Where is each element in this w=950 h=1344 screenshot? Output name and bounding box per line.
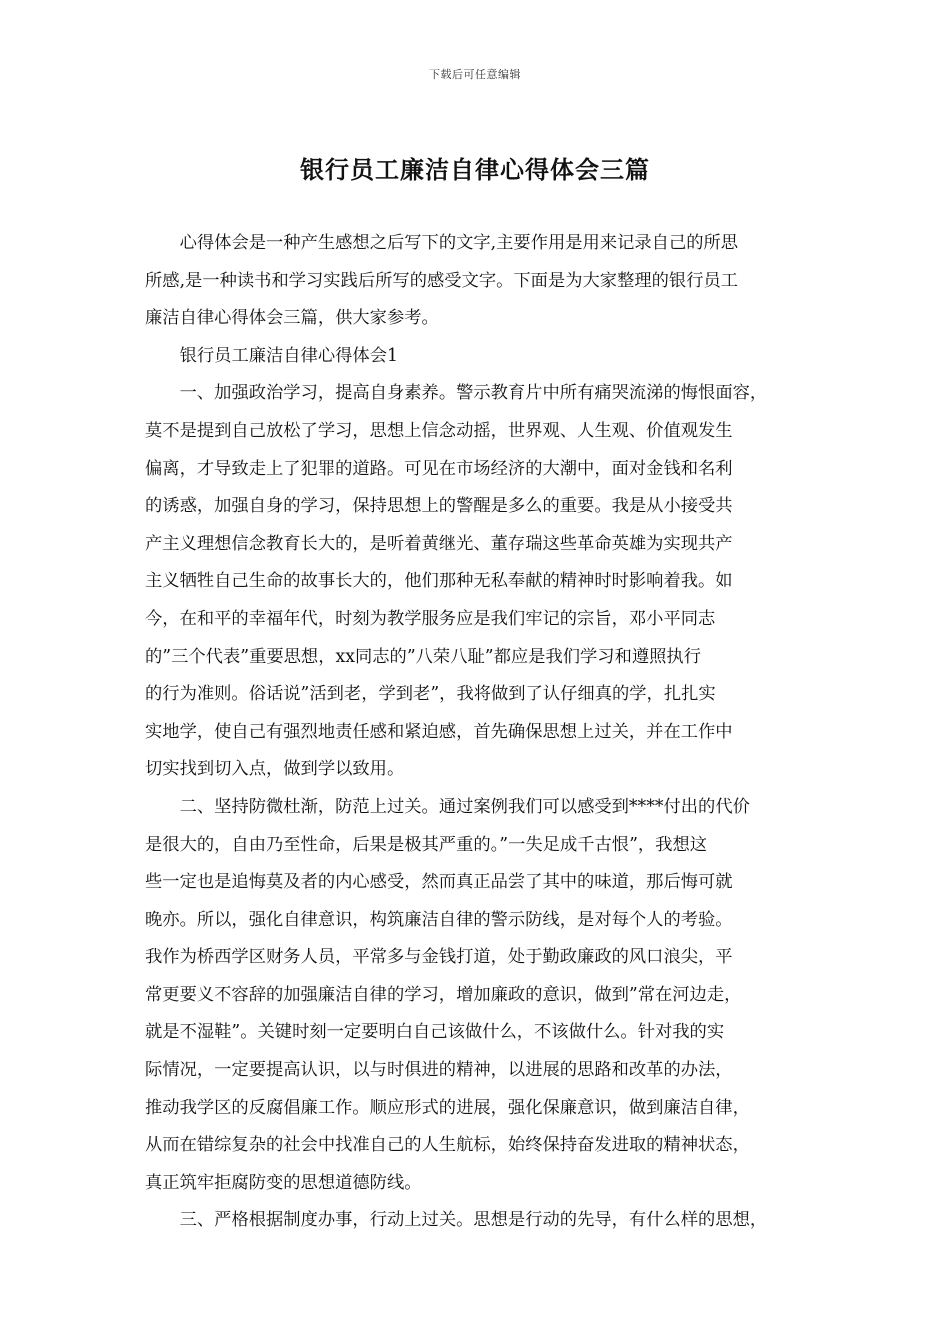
document-body: [145, 225, 825, 1240]
body-paragraph-3: 三、严格根据制度办事，行动上过关。思想是行动的先导，有什么样的思想，: [179, 1210, 768, 1231]
document-title: 银行员工廉洁自律心得体会三篇: [300, 155, 650, 184]
body-paragraph-2: 二、坚持防微杜渐，防范上过关。通过案例我们可以感受到****付出的代价 是很大的，自由乃至性命，后果是极其严重的。”一失足成千古恨”，我想这 些一定也是追悔莫及者的内心感受，然而真正品尝了其中的味道，那后悔可就 晚亦。所以，强化自律意识，构筑廉洁自律的警示防线，是对每个人的考验。 我作为桥西学区财务人员，平常多与金钱打道，处于勤政廉政的风口浪尖，平 常更要义不容辞的加强廉洁自律的学习，增加廉政的意识，做到”常在河边走， 就是不湿鞋”。关键时刻一定要明白自己该做什么，不该做什么。针对我的实 际情况，一定要提高认识，以与时俱进的精神，以进展的思路和改革的办法， 推动我学区的反腐倡廉工作。顺应形式的进展，强化保廉意识，做到廉洁自律， 从而在错综复杂的社会中找准自己的人生航标，始终保持奋发进取的精神状态， 真正筑牢拒腐防变的思想道德防线。: [145, 796, 750, 1193]
page-header-note: 下载后可任意编辑: [429, 68, 521, 81]
body-paragraph-1: 一、加强政治学习，提高自身素养。警示教育片中所有痛哭流涕的悔恨面容， 莫不是提到自己放松了学习，思想上信念动摇，世界观、人生观、价值观发生 偏离，才导致走上了犯罪的道路。可见在市场经济的大潮中，面对金钱和名利 的诱惑，加强自身的学习，保持思想上的警醒是多么的重要。我是从小接受共 产主义理想信念教育长大的，是听着黄继光、董存瑞这些革命英雄为实现共产 主义牺牲自己生命的故事长大的，他们那种无私奉献的精神时时影响着我。如 今，在和平的幸福年代，时刻为教学服务应是我们牢记的宗旨，邓小平同志 的”三个代表”重要思想，xx同志的”八荣八耻”都应是我们学习和遵照执行 的行为准则。俗话说”活到老，学到老”，我将做到了认仔细真的学，扎扎实 实地学，使自己有强烈地责任感和紧迫感，首先确保思想上过关，并在工作中 切实找到切入点，做到学以致用。: [145, 383, 768, 780]
intro-paragraph: 心得体会是一种产生感想之后写下的文字,主要作用是用来记录自己的所思 所感,是一种读书和学习实践后所写的感受文字。下面是为大家整理的银行员工 廉洁自律心得体会三篇，供大家参考。: [145, 233, 739, 329]
section-heading: 银行员工廉洁自律心得体会1: [179, 345, 398, 366]
